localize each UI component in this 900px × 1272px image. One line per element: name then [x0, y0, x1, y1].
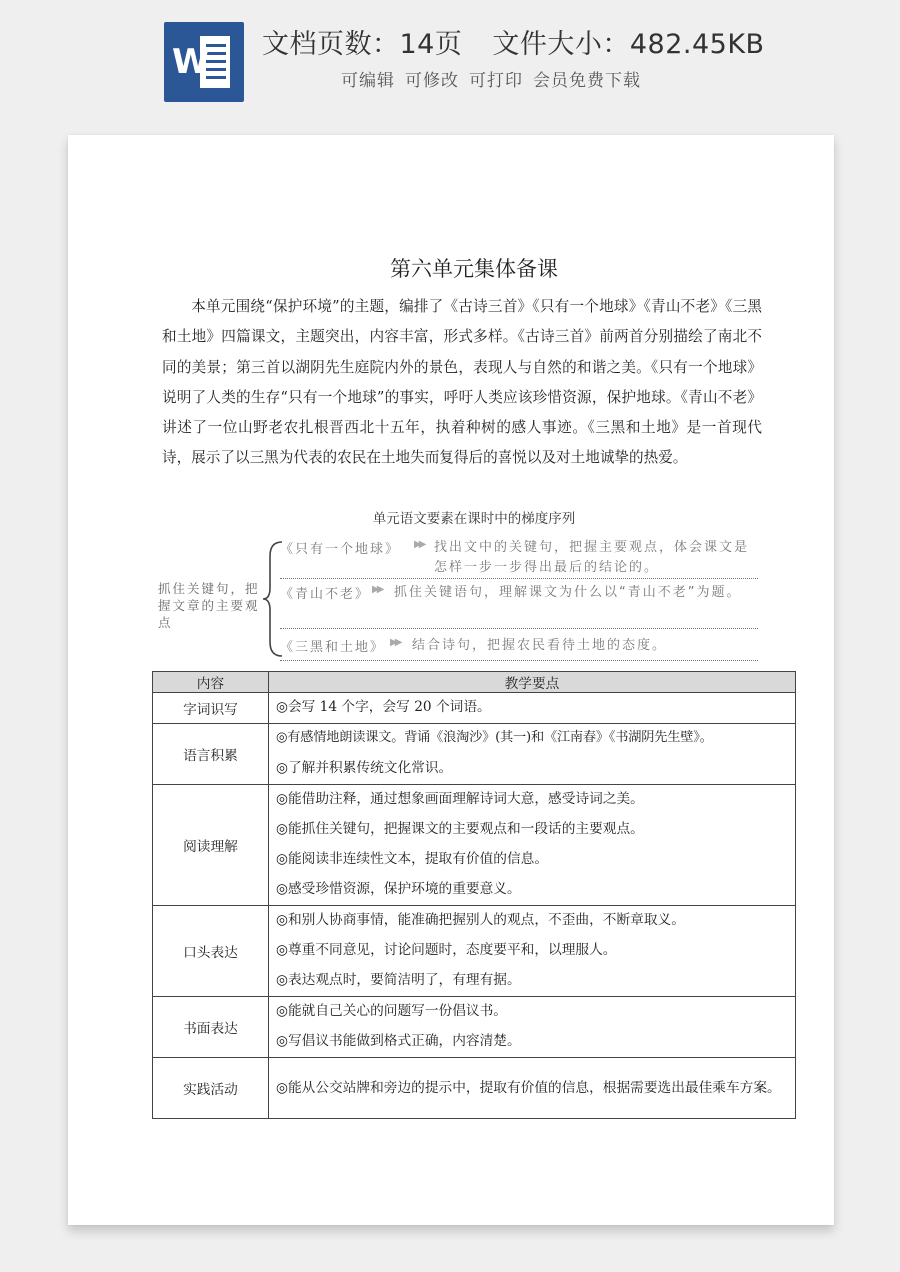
diagram-lead-text: 抓住关键句，把握文章的主要观点 [158, 581, 260, 630]
sequence-title: 单元语文要素在课时中的梯度序列 [372, 511, 576, 527]
teaching-point: ◎能就自己关心的问题写一份倡议书。 [276, 1003, 507, 1019]
teaching-point: ◎感受珍惜资源，保护环境的重要意义。 [276, 881, 521, 897]
table-row [153, 785, 796, 906]
row-label: 实践活动 [153, 1058, 269, 1119]
perk-printable: 可打印 [469, 71, 523, 91]
teaching-point: ◎写倡议书能做到格式正确，内容清楚。 [276, 1033, 521, 1049]
column-header-points: 教学要点 [269, 672, 796, 693]
double-arrow-icon: ▶▶ [372, 584, 382, 595]
table-row [153, 997, 796, 1058]
page-title: 第六单元集体备课 [390, 257, 558, 281]
table-row [153, 693, 796, 724]
teaching-point: ◎能借助注释，通过想象画面理解诗词大意，感受诗词之美。 [276, 791, 644, 807]
table-header-row [153, 672, 796, 693]
double-arrow-icon: ▶▶ [414, 539, 424, 550]
word-document-icon: W [164, 22, 244, 102]
lesson-goal: 结合诗句，把握农民看待土地的态度。 [412, 638, 668, 653]
lesson-title: 《只有一个地球》 [280, 542, 401, 557]
row-label: 阅读理解 [153, 785, 269, 906]
table-row [153, 1058, 796, 1119]
document-stats [262, 22, 765, 61]
lesson-title: 《三黑和土地》 [280, 640, 386, 655]
teaching-point: ◎能阅读非连续性文本，提取有价值的信息。 [276, 851, 549, 867]
teaching-point: ◎了解并积累传统文化常识。 [276, 760, 453, 776]
teaching-point: ◎和别人协商事情，能准确把握别人的观点，不歪曲，不断章取义。 [276, 912, 685, 928]
row-label: 书面表达 [153, 997, 269, 1058]
row-label: 字词识写 [153, 693, 269, 724]
teaching-points-table [152, 671, 796, 1119]
perk-member-download: 会员免费下载 [533, 71, 641, 91]
teaching-point: ◎表达观点时，要简洁明了，有理有据。 [276, 972, 521, 988]
file-size: 文件大小：482.45KB [492, 29, 765, 60]
page-count: 文档页数：14页 [262, 29, 463, 60]
row-label: 语言积累 [153, 724, 269, 785]
lesson-goal: 抓住关键语句，理解课文为什么以“青山不老”为题。 [394, 585, 742, 600]
lesson-title: 《青山不老》 [280, 587, 371, 602]
perk-modifiable: 可修改 [405, 71, 459, 91]
column-header-content: 内容 [153, 672, 269, 693]
teaching-point: ◎尊重不同意见，讨论问题时，态度要平和，以理服人。 [276, 942, 617, 958]
gradient-diagram [152, 530, 796, 670]
lesson-goal: 找出文中的关键句，把握主要观点，体会课文是怎样一步一步得出最后的结论的。 [434, 540, 750, 575]
dotted-divider [280, 660, 758, 661]
teaching-point: ◎有感情地朗读课文。背诵《浪淘沙》(其一)和《江南春》《书湖阴先生壁》。 [276, 730, 713, 745]
document-page [68, 135, 834, 1225]
dotted-divider [280, 628, 758, 629]
teaching-point: ◎能从公交站牌和旁边的提示中，提取有价值的信息，根据需要选出最佳乘车方案。 [276, 1079, 781, 1096]
teaching-point: ◎会写 14 个字，会写 20 个词语。 [276, 699, 491, 715]
intro-paragraph: 本单元围绕“保护环境”的主题，编排了《古诗三首》《只有一个地球》《青山不老》《三黑和土地》四篇课文，主题突出，内容丰富，形式多样。《古诗三首》前两首分别描绘了南北不同的美景；第三首以湖阴先生庭院内外的景色，表现人与自然的和谐之美。《只有一个地球》说明了人类的生存“只有一个地球”的事实，呼吁人类应该珍惜资源，保护地球。《青山不老》讲述了一位山野老农扎根晋西北十五年，执着种树的感人事迹。《三黑和土地》是一首现代诗，展示了以三黑为代表的农民在土地失而复得后的喜悦以及对土地诚挚的热爱。 [162, 298, 762, 467]
table-row [153, 724, 796, 785]
table-row [153, 906, 796, 997]
feature-list [341, 66, 651, 91]
double-arrow-icon: ▶▶ [390, 637, 400, 648]
perk-editable: 可编辑 [341, 71, 395, 91]
dotted-divider [280, 578, 758, 579]
row-label: 口头表达 [153, 906, 269, 997]
download-header [0, 0, 900, 110]
teaching-point: ◎能抓住关键句，把握课文的主要观点和一段话的主要观点。 [276, 821, 644, 837]
